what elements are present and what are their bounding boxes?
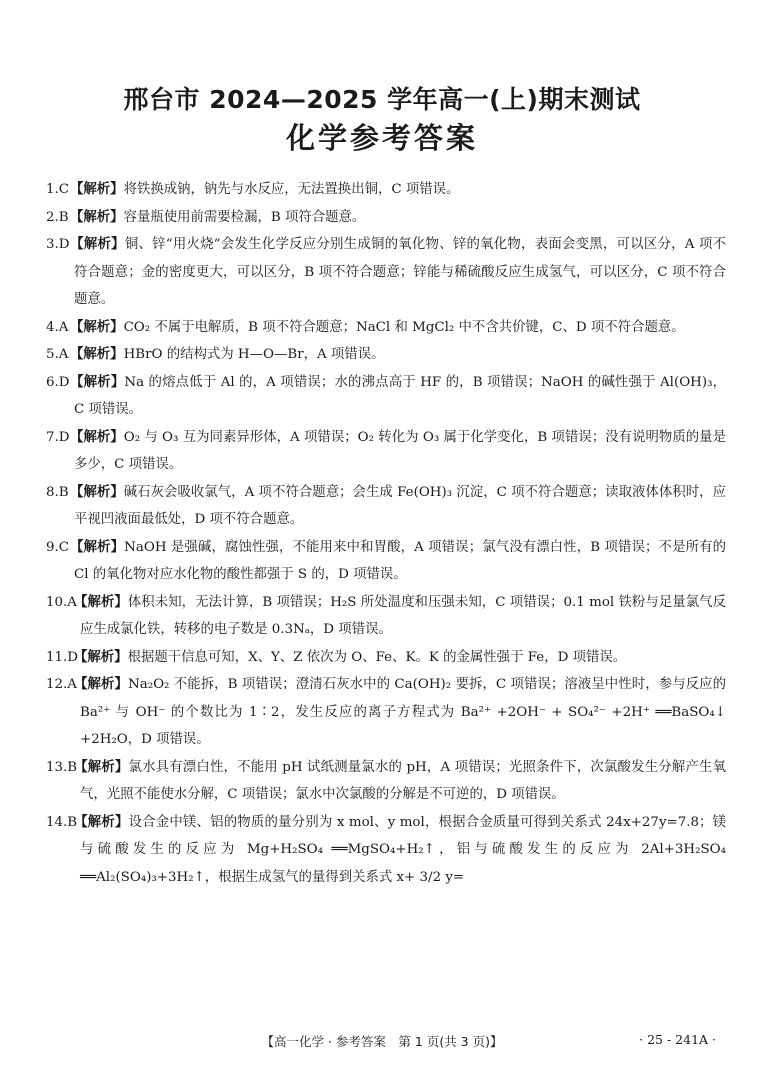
answer-text: NaOH 是强碱，腐蚀性强，不能用来中和胃酸，A 项错误；氯气没有漂白性，B 项错误；不是所有的 Cl 的氧化物对应水化物的酸性都强于 S 的，D 项错误。: [74, 539, 726, 582]
analysis-tag: 【解析】: [70, 209, 124, 225]
answer-number: 10.A: [46, 594, 77, 610]
answer-number: 14.B: [46, 814, 78, 830]
answer-number: 1.C: [46, 182, 70, 197]
answer-number: 6.D: [46, 374, 70, 390]
answer-number: 12.A: [46, 677, 77, 692]
answer-text: 容量瓶使用前需要检漏，B 项符合题意。: [123, 209, 366, 225]
analysis-tag: 【解析】: [74, 814, 129, 830]
answer-item-4: [46, 314, 726, 342]
analysis-tag: 【解析】: [70, 484, 124, 500]
answer-item-7: [46, 424, 726, 479]
analysis-tag: 【解析】: [70, 374, 125, 390]
analysis-tag: 【解析】: [70, 319, 124, 335]
answer-item-10: [46, 589, 726, 644]
page-title: 邢台市 2024—2025 学年高一(上)期末测试: [123, 85, 641, 114]
page-subtitle: 化学参考答案: [285, 121, 478, 155]
answer-text: 根据题干信息可知，X、Y、Z 依次为 O、Fe、K。K 的金属性强于 Fe，D 项错误。: [127, 649, 627, 665]
answer-item-8: [46, 479, 726, 534]
answer-number: 7.D: [46, 429, 70, 445]
answer-text: CO₂ 不属于电解质，B 项不符合题意；NaCl 和 MgCl₂ 中不含共价键，C、D 项不符合题意。: [123, 319, 685, 335]
analysis-tag: 【解析】: [70, 539, 125, 555]
analysis-tag: 【解析】: [74, 677, 128, 692]
answer-item-9: [46, 534, 726, 589]
analysis-tag: 【解析】: [74, 594, 128, 610]
analysis-tag: 【解析】: [70, 237, 125, 252]
answer-list: [46, 176, 726, 891]
answer-item-11: [46, 644, 726, 672]
answer-text: 将铁换成钠，钠先与水反应，无法置换出铜，C 项错误。: [123, 182, 460, 197]
answer-text: HBrO 的结构式为 H—O—Br，A 项错误。: [123, 347, 385, 362]
analysis-tag: 【解析】: [74, 649, 128, 665]
answer-text: Na 的熔点低于 Al 的，A 项错误；水的沸点高于 HF 的，B 项错误；NaOH 的碱性强于 Al(OH)₃，C 项错误。: [74, 374, 726, 417]
answer-text: 铜、锌“用火烧”会发生化学反应分别生成铜的氧化物、锌的氧化物，表面会变黑，可以区分，A 项不符合题意；金的密度更大，可以区分，B 项不符合题意；锌能与稀硫酸反应生成氢气，可以区分，C 项不符合题意。: [74, 237, 726, 307]
answer-number: 8.B: [46, 484, 69, 500]
answer-item-2: [46, 204, 726, 232]
answer-text: 体积未知，无法计算，B 项错误；H₂S 所处温度和压强未知，C 项错误；0.1 mol 铁粉与足量氯气反应生成氯化铁，转移的电子数是 0.3Nₐ，D 项错误。: [80, 594, 726, 637]
answer-number: 11.D: [46, 649, 79, 665]
answer-item-6: [46, 369, 726, 424]
answer-number: 4.A: [46, 319, 69, 335]
answer-text: Na₂O₂ 不能拆，B 项错误；澄清石灰水中的 Ca(OH)₂ 要拆，C 项错误；溶液呈中性时，参与反应的 Ba²⁺ 与 OH⁻ 的个数比为 1∶2，发生反应的离子方程式为 Ba²⁺ +2OH⁻ + SO₄²⁻ +2H⁺ ══BaSO₄↓ +2H₂O，D 项错误。: [80, 677, 727, 747]
answer-number: 3.D: [46, 237, 70, 252]
answer-number: 13.B: [46, 759, 78, 775]
answer-item-5: [46, 341, 726, 369]
answer-item-12: [46, 671, 726, 754]
answer-number: 5.A: [46, 347, 69, 362]
answer-number: 9.C: [46, 539, 70, 555]
footer-page-info: 【高一化学 · 参考答案 第 1 页(共 3 页)】: [261, 1034, 503, 1049]
answer-text: 氯水具有漂白性，不能用 pH 试纸测量氯水的 pH，A 项错误；光照条件下，次氯酸发生分解产生氧气，光照不能使水分解，C 项错误；氯水中次氯酸的分解是不可逆的，D 项错误。: [80, 759, 726, 802]
answer-text: O₂ 与 O₃ 互为同素异形体，A 项错误；O₂ 转化为 O₃ 属于化学变化，B 项错误；没有说明物质的量是多少，C 项错误。: [74, 429, 726, 472]
answer-item-1: [46, 176, 726, 204]
answer-text: 碱石灰会吸收氯气，A 项不符合题意；会生成 Fe(OH)₃ 沉淀，C 项不符合题意；读取液体体积时，应平视凹液面最低处，D 项不符合题意。: [74, 484, 726, 527]
analysis-tag: 【解析】: [70, 429, 124, 445]
analysis-tag: 【解析】: [74, 759, 129, 775]
answer-item-13: [46, 754, 726, 809]
footer-doc-code: · 25 - 241A ·: [639, 1032, 716, 1047]
analysis-tag: 【解析】: [70, 182, 124, 197]
answer-number: 2.B: [46, 209, 69, 225]
answer-item-3: [46, 231, 726, 314]
answer-item-14: [46, 809, 726, 892]
answer-text: 设合金中镁、铝的物质的量分别为 x mol、y mol，根据合金质量可得到关系式 24x+27y=7.8；镁与硫酸发生的反应为 Mg+H₂SO₄ ══MgSO₄+H₂↑，铝与硫酸发生的反应为 2Al+3H₂SO₄ ══Al₂(SO₄)₃+3H₂↑，根据生成氢气的量得到关系式 x+ 3/2 y=: [80, 814, 727, 885]
analysis-tag: 【解析】: [70, 347, 124, 362]
